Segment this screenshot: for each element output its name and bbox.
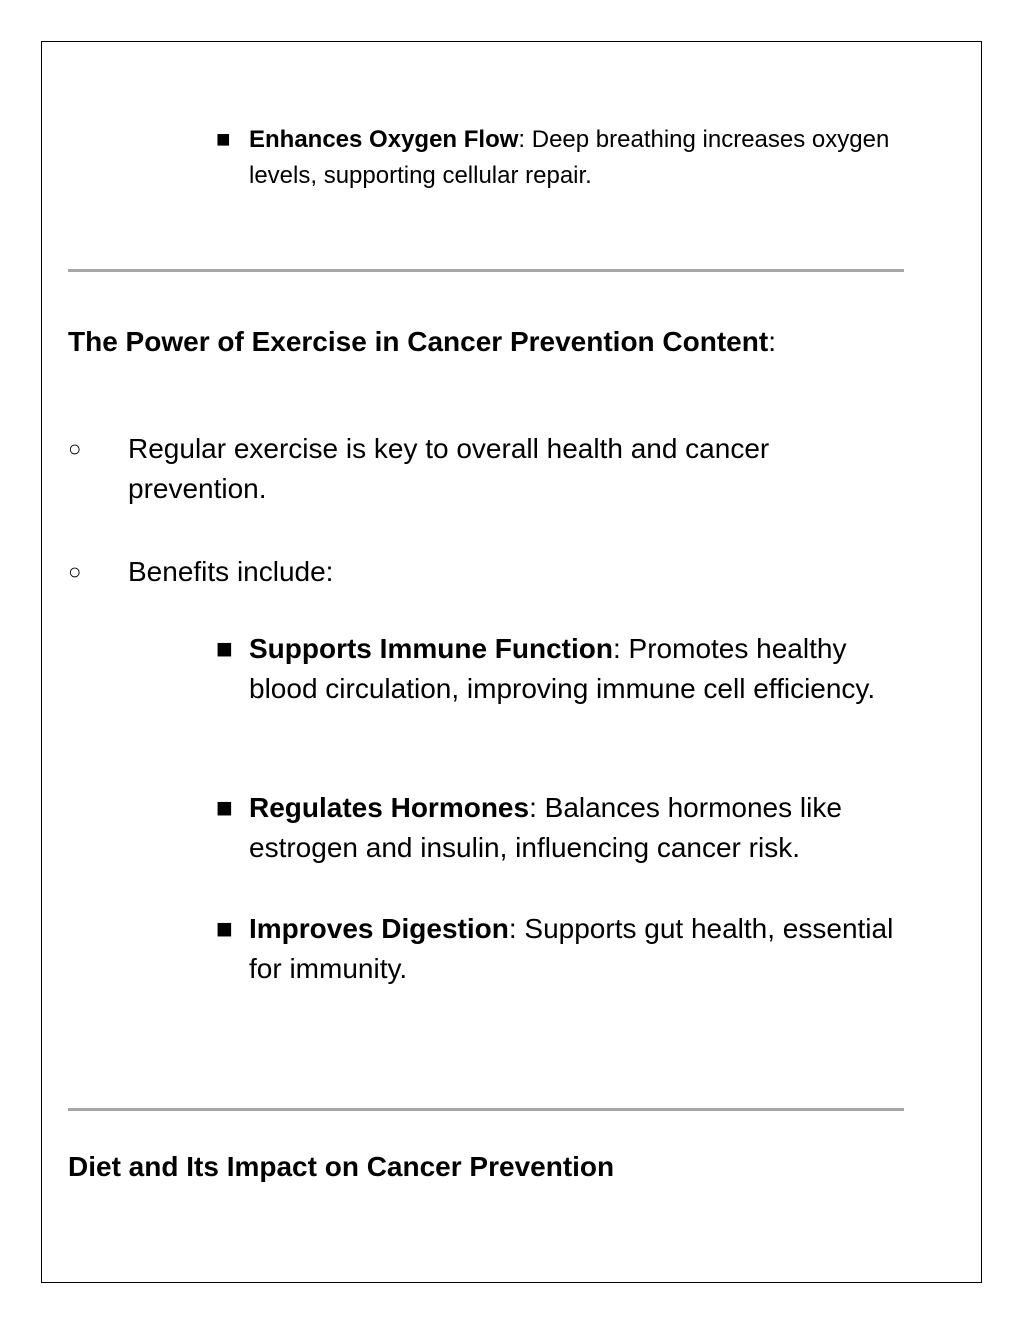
list-item-colon: : bbox=[613, 633, 621, 664]
list-item-text: Regular exercise is key to overall health and cancer prevention. bbox=[128, 433, 770, 504]
heading-text: Diet and Its Impact on Cancer Prevention bbox=[68, 1151, 615, 1182]
list-item-text: Benefits include: bbox=[128, 556, 334, 587]
list-item-colon: : bbox=[529, 792, 537, 823]
section-divider bbox=[68, 269, 904, 272]
list-item-body bbox=[249, 788, 896, 868]
list-item-body bbox=[249, 909, 896, 989]
square-bullet-icon: ■ bbox=[216, 913, 233, 944]
heading-colon: : bbox=[768, 326, 776, 357]
list-item-text: Supports gut health, essential for immunity. bbox=[249, 913, 894, 984]
square-bullet-icon: ■ bbox=[216, 633, 233, 664]
list-item-title: Regulates Hormones bbox=[249, 792, 530, 823]
square-bullet-icon: ■ bbox=[216, 126, 231, 153]
list-item-body bbox=[249, 122, 896, 194]
circle-bullet-icon: ○ bbox=[68, 559, 82, 584]
list-item-colon: : bbox=[508, 913, 517, 944]
heading-text: The Power of Exercise in Cancer Prevention Content bbox=[68, 326, 769, 357]
square-bullet-icon: ■ bbox=[216, 792, 233, 823]
list-item-text: Deep breathing increases oxygen levels, supporting cellular repair. bbox=[249, 126, 890, 189]
list-item-body bbox=[249, 629, 896, 709]
list-item-title: Supports Immune Function bbox=[249, 633, 613, 664]
list-item-text: Balances hormones like estrogen and insulin, influencing cancer risk. bbox=[249, 792, 842, 863]
list-item-colon: : bbox=[518, 126, 526, 153]
circle-bullet-icon: ○ bbox=[68, 436, 82, 461]
section-heading-diet bbox=[68, 1147, 614, 1187]
list-item-title: Improves Digestion bbox=[249, 913, 509, 944]
list-item-title: Enhances Oxygen Flow bbox=[249, 126, 519, 153]
list-item-text: Promotes healthy blood circulation, improving immune cell efficiency. bbox=[249, 633, 876, 704]
section-divider bbox=[68, 1108, 904, 1111]
section-heading-exercise bbox=[68, 322, 776, 362]
